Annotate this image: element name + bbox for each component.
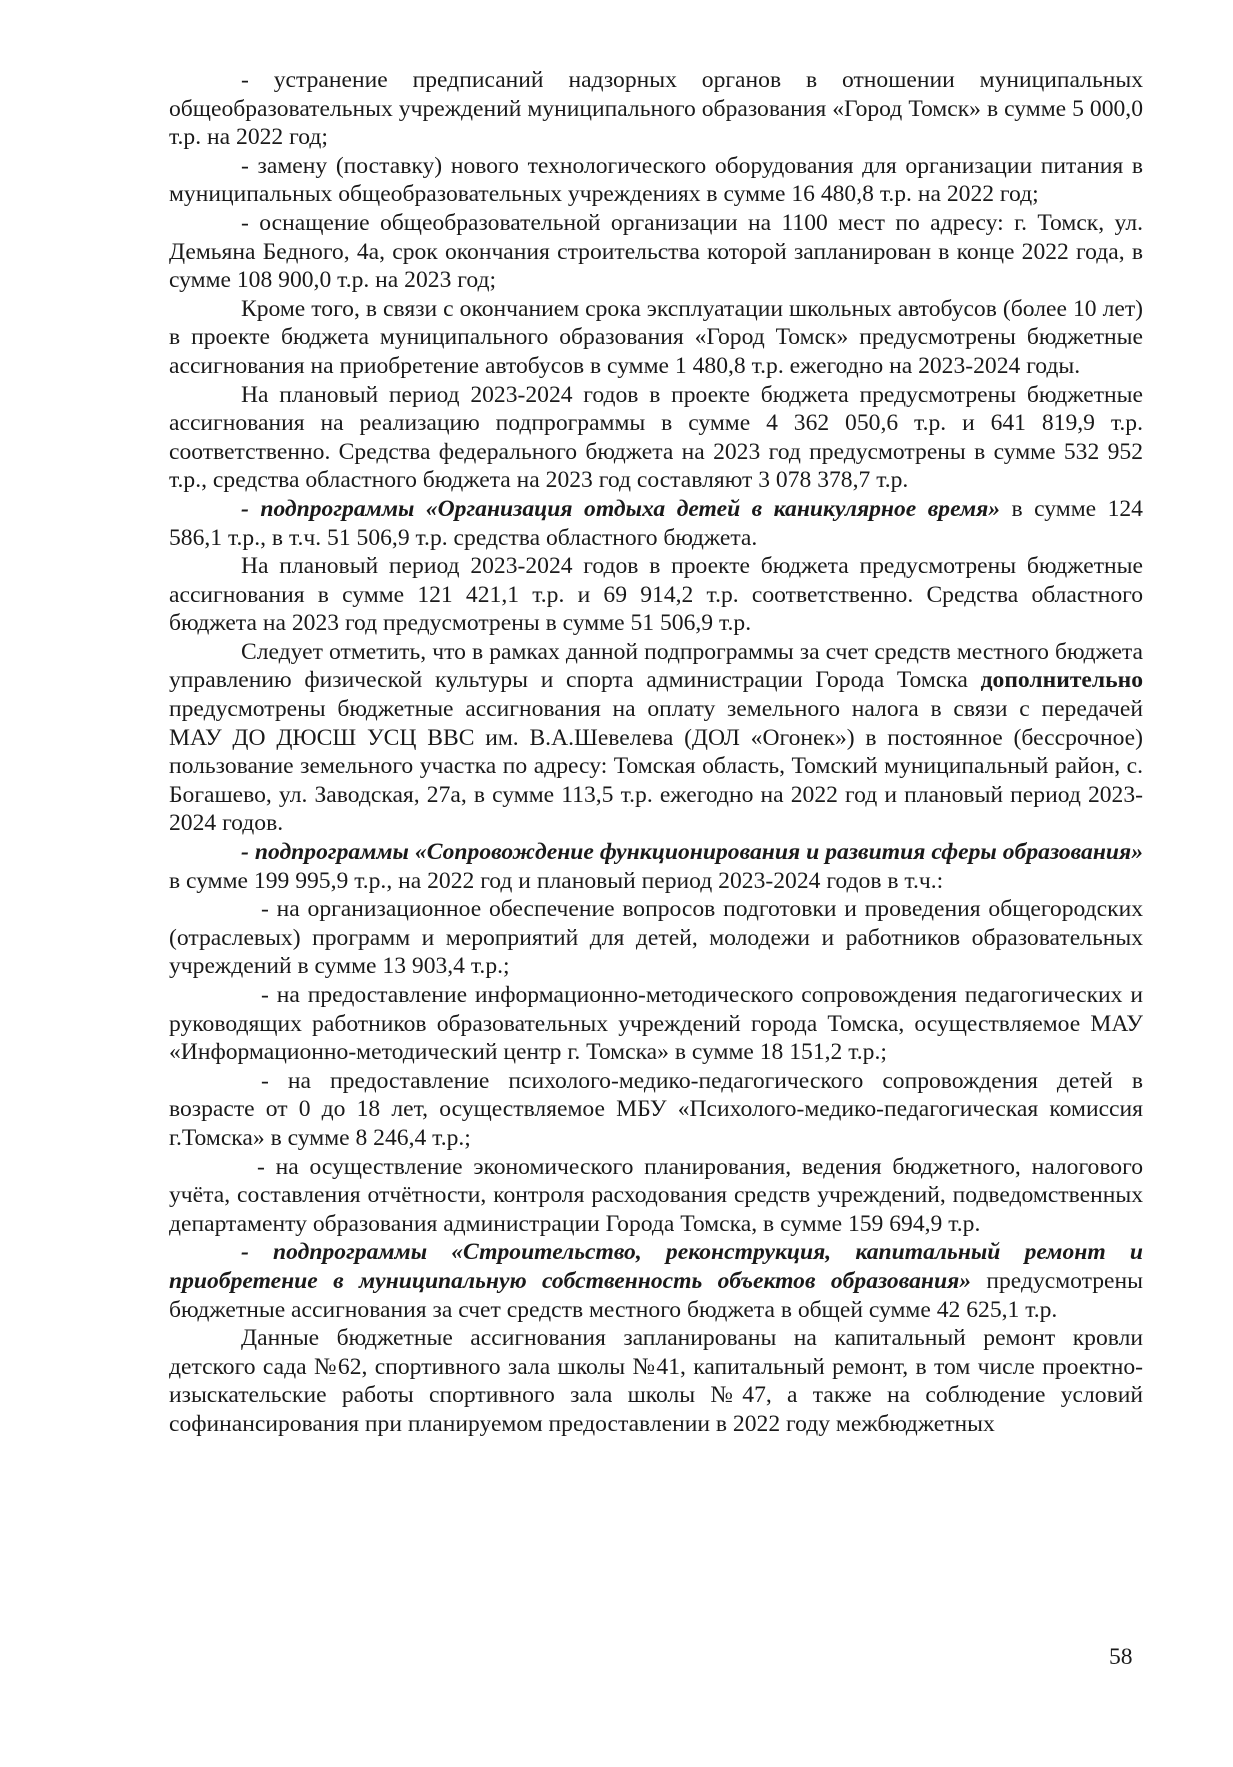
subprogram-title: - подпрограммы «Сопровождение функционирования и развития сферы образования» (241, 839, 1143, 866)
paragraph: Кроме того, в связи с окончанием срока эксплуатации школьных автобусов (более 10 лет) в проекте бюджета муниципального образования «Город Томск» предусмотрены бюджетные ассигнования на приобретение автобусов в сумме 1 480,8 т.р. ежегодно на 2023-2024 годы. (169, 295, 1143, 379)
paragraph-text: в сумме 124 586,1 т.р., в т.ч. 51 506,9 т.р. средства областного бюджета. (169, 495, 1143, 551)
paragraph: - на предоставление информационно-методического сопровождения педагогических и руководящих работников образовательных учреждений города Томска, осуществляемое МАУ «Информационно-методический центр г. Томска» в сумме 18 151,2 т.р.; (169, 982, 1143, 1066)
subprogram-title: - подпрограммы «Строительство, реконструкция, капитальный ремонт и приобретение в муниципальную собственность объектов образования» (169, 1239, 1143, 1294)
paragraph: На плановый период 2023-2024 годов в проекте бюджета предусмотрены бюджетные ассигнования на реализацию подпрограммы в сумме 4 362 050,6 т.р. и 641 819,9 т.р. соответственно. Средства федерального бюджета на 2023 год предусмотрены в сумме 532 952 т.р., средства областного бюджета на 2023 год составляют 3 078 378,7 т.р. (169, 381, 1143, 494)
paragraph (169, 838, 1143, 895)
paragraph: На плановый период 2023-2024 годов в проекте бюджета предусмотрены бюджетные ассигнования в сумме 121 421,1 т.р. и 69 914,2 т.р. соответственно. Средства областного бюджета на 2023 год предусмотрены в сумме 51 506,9 т.р. (169, 553, 1143, 637)
paragraph-text: в сумме 199 995,9 т.р., на 2022 год и плановый период 2023-2024 годов в т.ч.: (169, 867, 944, 894)
paragraph (169, 1238, 1143, 1324)
paragraph-text: Следует отметить, что в рамках данной подпрограммы за счет средств местного бюджета управлению физической культуры и спорта администрации Города Томска (169, 638, 1143, 694)
paragraph: - на предоставление психолого-медико-педагогического сопровождения детей в возрасте от 0 до 18 лет, осуществляемое МБУ «Психолого-медико-педагогическая комиссия г.Томска» в сумме 8 246,4 т.р.; (169, 1067, 1143, 1151)
paragraph: Данные бюджетные ассигнования запланированы на капитальный ремонт кровли детского сада №62, спортивного зала школы №41, капитальный ремонт, в том числе проектно-изыскательские работы спортивного зала школы №47, а также на соблюдение условий софинансирования при планируемом предоставлении в 2022 году межбюджетных (169, 1325, 1143, 1437)
paragraph: - устранение предписаний надзорных органов в отношении муниципальных общеобразовательных учреждений муниципального образования «Город Томск» в сумме 5 000,0 т.р. на 2022 год; (169, 67, 1143, 151)
paragraph-text: предусмотрены бюджетные ассигнования за счет средств местного бюджета в общей сумме 42 625,1 т.р. (169, 1267, 1143, 1323)
subprogram-title: - подпрограммы «Организация отдыха детей в каникулярное время» (241, 495, 1001, 522)
paragraph: - замену (поставку) нового технологического оборудования для организации питания в муниципальных общеобразовательных учреждениях в сумме 16 480,8 т.р. на 2022 год; (169, 152, 1143, 208)
paragraph: - на осуществление экономического планирования, ведения бюджетного, налогового учёта, составления отчётности, контроля расходования средств учреждений, подведомственных департаменту образования администрации Города Томска, в сумме 159 694,9 т.р. (169, 1153, 1143, 1237)
paragraph: - на организационное обеспечение вопросов подготовки и проведения общегородских (отраслевых) программ и мероприятий для детей, молодежи и работников образовательных учреждений в сумме 13 903,4 т.р.; (169, 896, 1143, 980)
paragraph (169, 495, 1143, 552)
paragraph-text: предусмотрены бюджетные ассигнования на оплату земельного налога в связи с передачей МАУ ДО ДЮСШ УСЦ ВВС им. В.А.Шевелева (ДОЛ «Огонек») в постоянное (бессрочное) пользование земельного участка по адресу: Томская область, Томский муниципальный район, с. Богашево, ул. Заводская, 27а, в сумме 113,5 т.р. ежегодно на 2022 год и плановый период 2023-2024 годов. (169, 696, 1143, 837)
emphasis-text: дополнительно (980, 667, 1143, 694)
paragraph: - оснащение общеобразовательной организации на 1100 мест по адресу: г. Томск, ул. Демьяна Бедного, 4а, срок окончания строительства которой запланирован в конце 2022 года, в сумме 108 900,0 т.р. на 2023 год; (169, 209, 1143, 294)
paragraph (169, 638, 1143, 838)
document-page (169, 66, 1143, 1439)
page-number: 58 (1109, 1644, 1133, 1670)
